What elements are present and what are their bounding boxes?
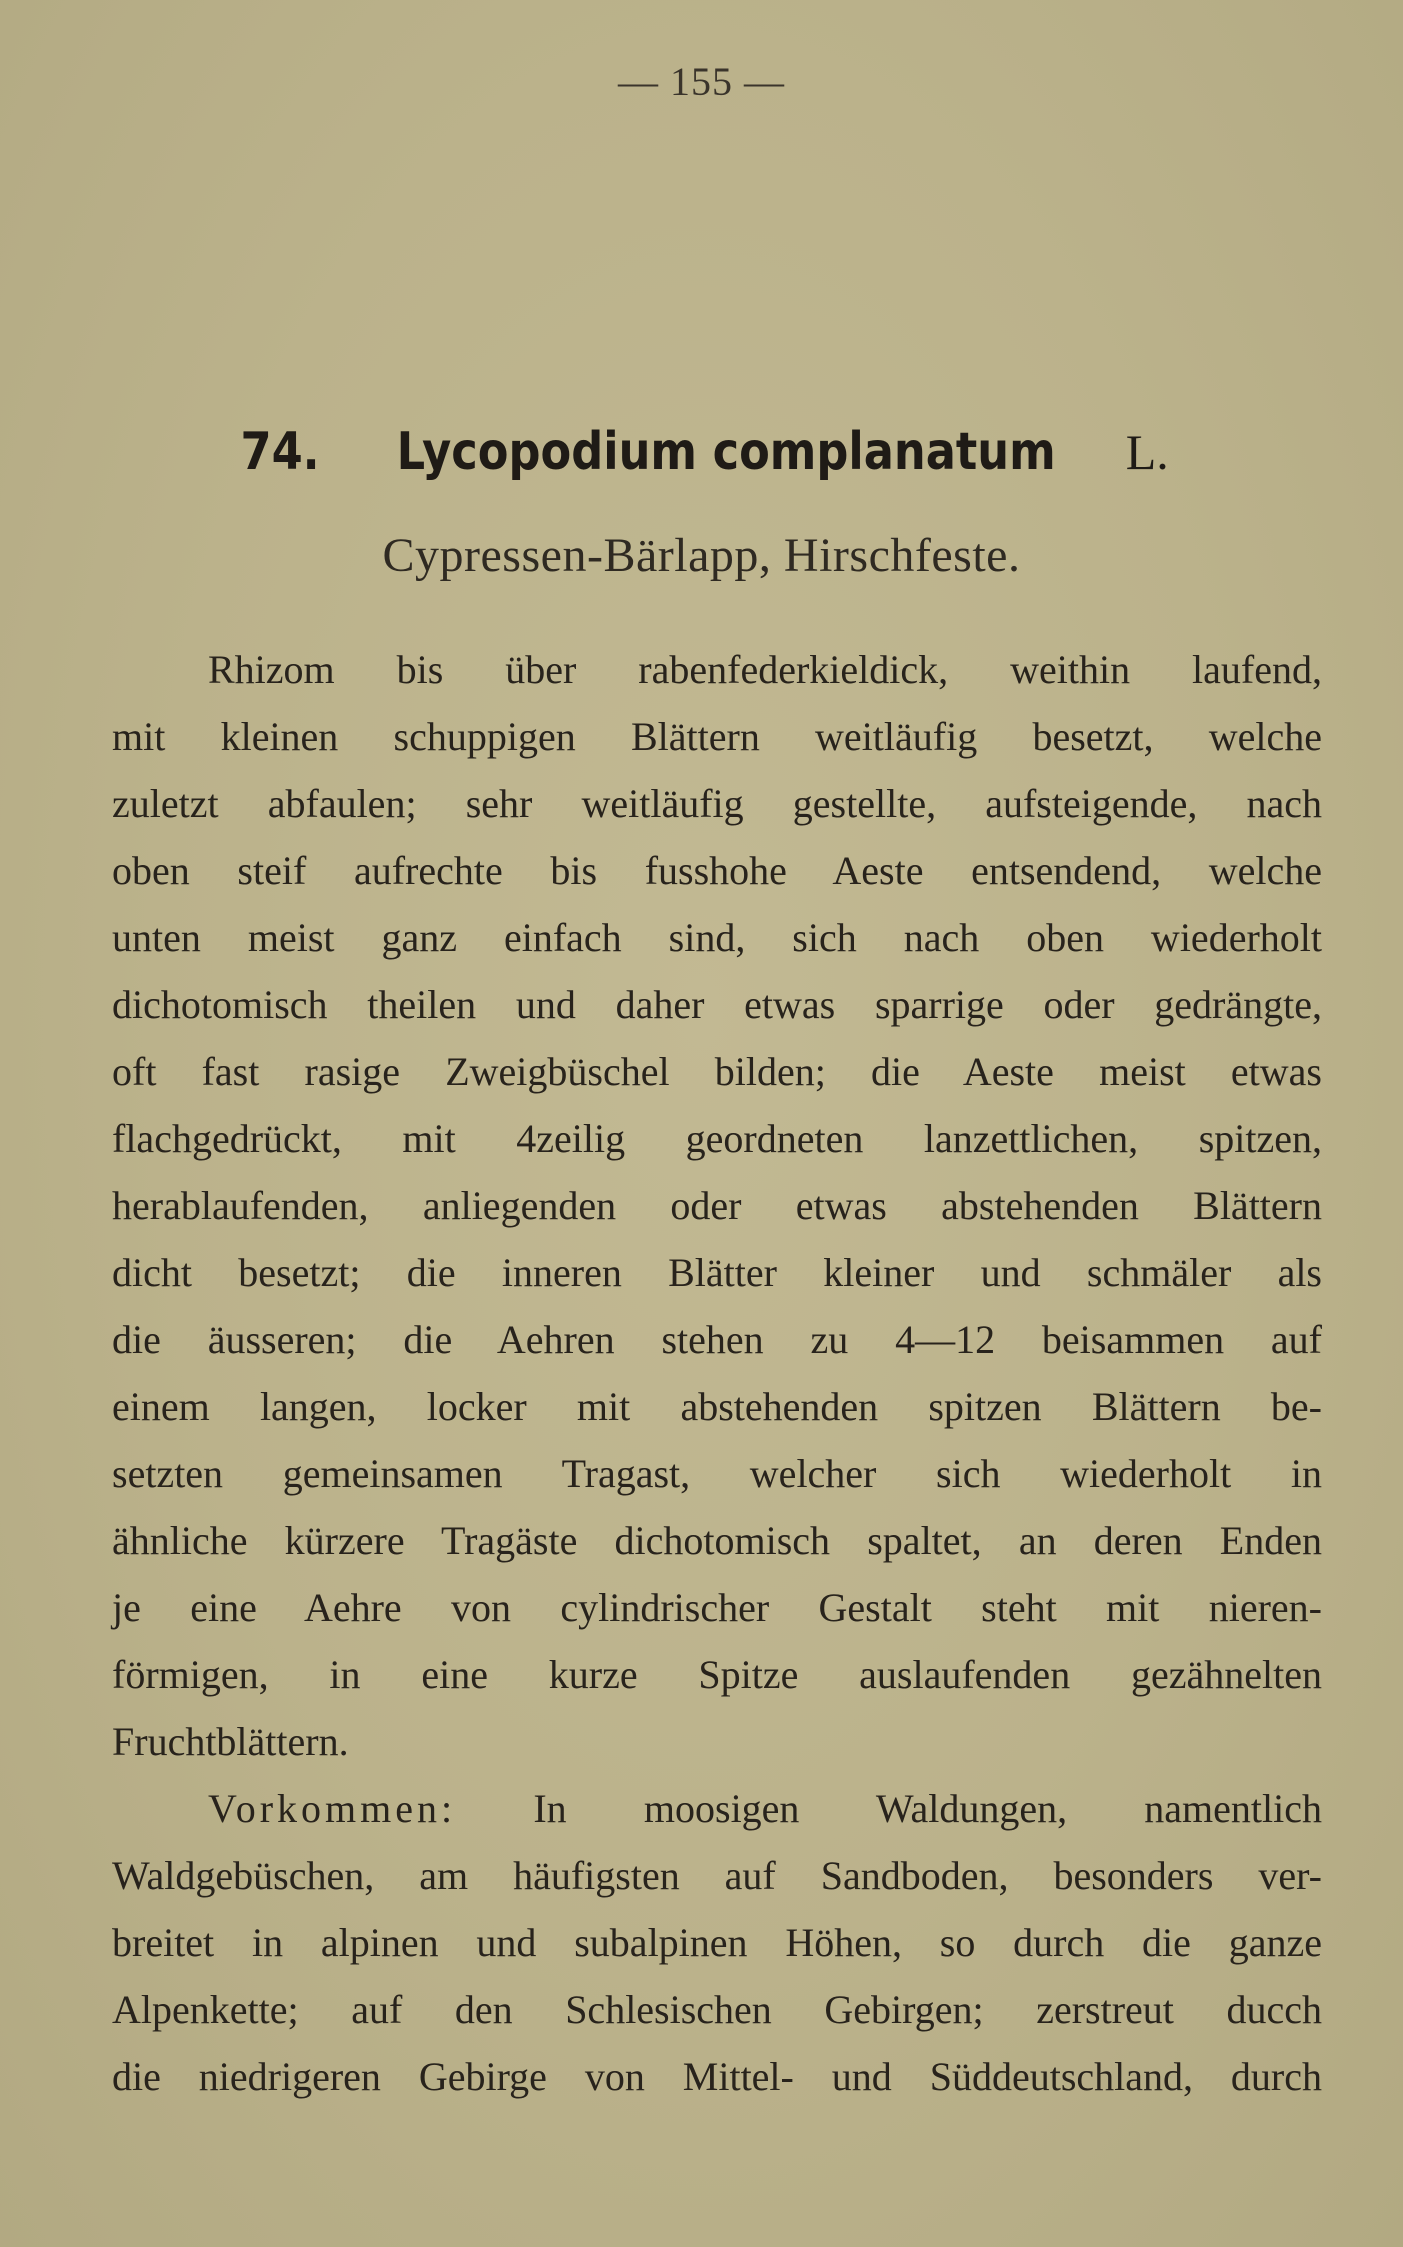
text-line: zuletzt abfaulen; sehr weitläufig gestellte, aufsteigende, nach	[112, 781, 1322, 826]
text-line: je eine Aehre von cylindrischer Gestalt steht mit nieren-	[112, 1585, 1322, 1630]
species-author: L.	[1125, 424, 1169, 480]
text-line: herablaufenden, anliegenden oder etwas abstehenden Blättern	[112, 1183, 1322, 1228]
text-line: oben steif aufrechte bis fusshohe Aeste entsendend, welche	[112, 848, 1322, 893]
text-line: setzten gemeinsamen Tragast, welcher sich wiederholt in	[112, 1451, 1322, 1496]
page-number: — 155 —	[618, 59, 785, 104]
text-line: flachgedrückt, mit 4zeilig geordneten lanzettlichen, spitzen,	[112, 1116, 1322, 1161]
text-line: mit kleinen schuppigen Blättern weitläufig besetzt, welche	[112, 714, 1322, 759]
text-line: ähnliche kürzere Tragäste dichotomisch spaltet, an deren Enden	[112, 1518, 1322, 1563]
text-line: einem langen, locker mit abstehenden spitzen Blättern be-	[112, 1384, 1322, 1429]
occurrence-label: Vorkommen:	[208, 1786, 457, 1831]
text-line: Rhizom bis über rabenfederkieldick, weithin laufend,	[208, 647, 1322, 692]
text-line: breitet in alpinen und subalpinen Höhen, so durch die ganze	[112, 1920, 1322, 1965]
text-line: Waldgebüschen, am häufigsten auf Sandboden, besonders ver-	[112, 1853, 1322, 1898]
text-line: Fruchtblättern.	[112, 1719, 349, 1764]
occurrence-text: In moosigen Waldungen, namentlich	[533, 1786, 1322, 1831]
text-line: die niedrigeren Gebirge von Mittel- und Süddeutschland, durch	[112, 2054, 1322, 2099]
text-line: oft fast rasige Zweigbüschel bilden; die Aeste meist etwas	[112, 1049, 1322, 1094]
text-line: unten meist ganz einfach sind, sich nach oben wiederholt	[112, 915, 1322, 960]
text-line: förmigen, in eine kurze Spitze auslaufenden gezähnelten	[112, 1652, 1322, 1697]
occurrence-line	[112, 1775, 1322, 1842]
body-text	[112, 636, 1322, 2110]
species-title	[0, 420, 1403, 484]
text-line: dichotomisch theilen und daher etwas sparrige oder gedrängte,	[112, 982, 1322, 1027]
species-number: 74.	[240, 422, 320, 482]
common-names: Cypressen-Bärlapp, Hirschfeste.	[382, 529, 1021, 582]
text-line: die äusseren; die Aehren stehen zu 4—12 beisammen auf	[112, 1317, 1322, 1362]
text-line: dicht besetzt; die inneren Blätter kleiner und schmäler als	[112, 1250, 1322, 1295]
text-line: Alpenkette; auf den Schlesischen Gebirgen; zerstreut ducch	[112, 1987, 1322, 2032]
species-name: Lycopodium complanatum	[396, 422, 1056, 482]
